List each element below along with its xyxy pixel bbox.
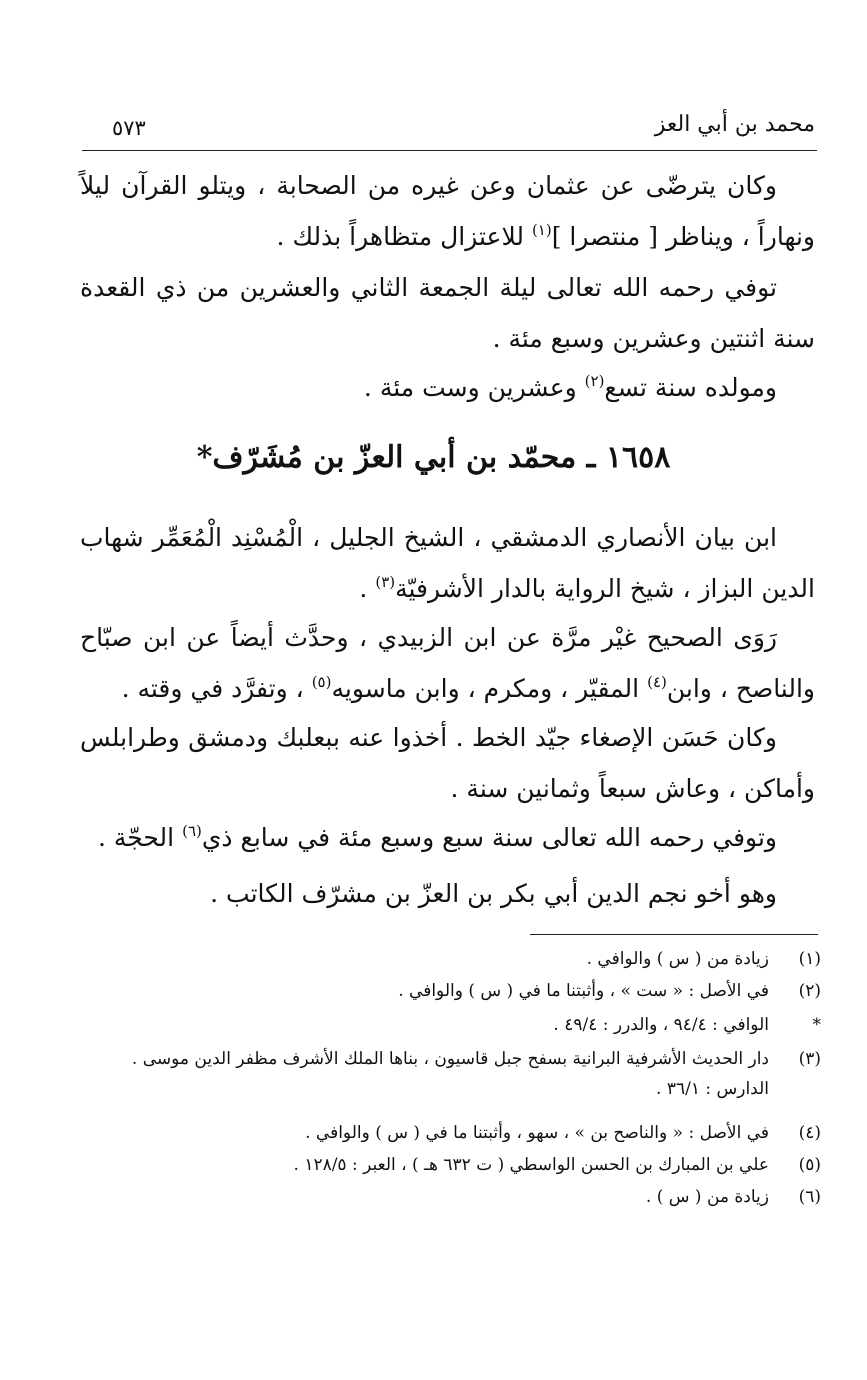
footnote-ref-5: (٥) <box>311 673 332 691</box>
running-title: محمد بن أبي العز <box>654 112 815 137</box>
entry-paragraph-2: رَوَى الصحيح غيْر مرَّة عن ابن الزبيدي ، وحدَّث أيضاً عن ابن صبّاح والناصح ، وابن$^{(٤)}$ المقيّر ، ومكرم ، وابن ماسويه$^{(٥)}$ ، وتفرَّد في وقته . <box>80 623 815 703</box>
page-number: ٥٧٣ <box>112 116 146 140</box>
header-divider <box>82 150 817 151</box>
footnote-ref-2: (٢) <box>584 372 605 390</box>
entry-paragraph-5: وهو أخو نجم الدين أبي بكر بن العزّ بن مشرّف الكاتب . <box>210 879 777 908</box>
footnote-ref-1: (١) <box>531 221 552 239</box>
entry-paragraph-3: وكان حَسَن الإصغاء جيّد الخط . أخذوا عنه ببعلبك ودمشق وطرابلس وأماكن ، وعاش سبعاً وثمانين سنة . <box>80 723 815 803</box>
footnote-1: (١) زيادة من ( س ) والوافي . <box>586 949 821 969</box>
footnote-3: (٣) دار الحديث الأشرفية البرانية بسفح جبل قاسيون ، بناها الملك الأشرف مظفر الدين موسى . الدارس : ٣٦/١ . <box>131 1049 821 1099</box>
footnote-6: (٦) زيادة من ( س ) . <box>645 1187 821 1207</box>
paragraph-2: توفي رحمه الله تعالى ليلة الجمعة الثاني والعشرين من ذي القعدة سنة اثنتين وعشرين وسبع مئة . <box>80 273 815 353</box>
footnote-ref-3: (٣) <box>375 573 396 591</box>
footnote-2: (٢) في الأصل : « ست » ، وأثبتنا ما في ( س ) والوافي . <box>398 981 821 1001</box>
footnote-ref-6: (٦) <box>182 822 202 840</box>
paragraph-1: وكان يترضّى عن عثمان وعن غيره من الصحابة ، ويتلو القرآن ليلاً ونهاراً ، ويناظر [ منتصرا ]$^{(١)}$ للاعتزال متظاهراً بذلك . <box>80 171 815 251</box>
entry-paragraph-4: وتوفي رحمه الله تعالى سنة سبع وسبع مئة في سابع ذي$^{(٦)}$ الحجّة . <box>97 822 777 852</box>
paragraph-3: ومولده سنة تسع$^{(٢)}$ وعشرين وست مئة . <box>363 372 777 402</box>
footnote-ref-4: (٤) <box>647 673 667 691</box>
entry-title: ١٦٥٨ ـ محمّد بن أبي العزّ بن مُشَرّف* <box>196 440 671 475</box>
footnote-4: (٤) في الأصل : « والناصح بن » ، سهو ، وأثبتنا ما في ( س ) والوافي . <box>305 1123 821 1143</box>
footnote-5: (٥) علي بن المبارك بن الحسن الواسطي ( ت ٦٣٢ هـ ) ، العبر : ١٢٨/٥ . <box>293 1155 821 1175</box>
footnote-divider <box>530 934 818 935</box>
footnote-star: * الوافي : ٩٤/٤ ، والدرر : ٤٩/٤ . <box>553 1015 821 1035</box>
entry-paragraph-1: ابن بيان الأنصاري الدمشقي ، الشيخ الجليل ، الْمُسْنِد الْمُعَمِّر شهاب الدين البزاز ، شيخ الرواية بالدار الأشرفيّة$^{(٣)}$ . <box>80 523 815 603</box>
